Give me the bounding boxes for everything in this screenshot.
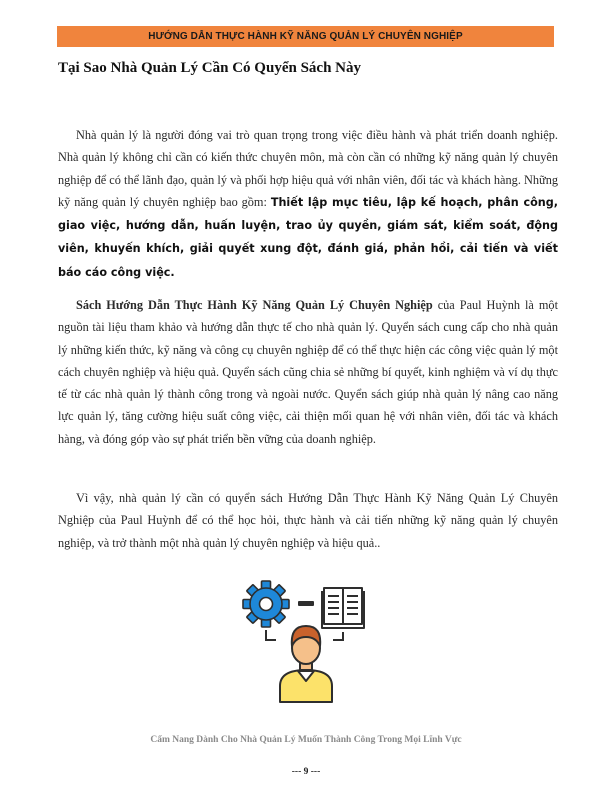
paragraph-intro — [58, 124, 558, 284]
paragraph-conclusion: Vì vậy, nhà quản lý cần có quyển sách Hướng Dẫn Thực Hành Kỹ Năng Quản Lý Chuyên Nghiệp của Paul Huỳnh để có thể học hỏi, thực hành và cải tiến những kỹ năng quản lý chuyên nghiệp, và trở thành một nhà quản lý chuyên nghiệp và hiệu quả.. — [58, 491, 558, 550]
manager-illustration — [240, 574, 372, 704]
book-icon — [322, 588, 364, 628]
page-number: --- 9 --- — [291, 767, 321, 777]
section-title: Tại Sao Nhà Quản Lý Cần Có Quyển Sách Này — [58, 60, 361, 76]
skills-list: Thiết lập mục tiêu, lập kế hoạch, phân công, giao việc, hướng dẫn, huấn luyện, trao ủy quyền, giám sát, kiểm soát, động viên, khuyến khích, giải quyết xung đột, đánh giá, phản hồi, cải tiến và viết báo cáo công việc. — [58, 195, 558, 279]
paragraph-book-text: của Paul Huỳnh là một nguồn tài liệu tham khảo và hướng dẫn thực tế cho nhà quản lý. Quyển sách cung cấp cho nhà quản lý những kiến thức, kỹ năng và công cụ chuyên nghiệp để có thể thực hiện các công việc quản lý một cách chuyên nghiệp và hiệu quả. Quyển sách cũng chia sẻ những bí quyết, kinh nghiệm và ví dụ thực tế từ các nhà quản lý thành công trong và ngoài nước. Quyển sách giúp nhà quản lý nâng cao năng lực quản lý, tăng cường hiệu suất công việc, cải thiện mối quan hệ với nhân viên, đối tác và khách hàng, và đóng góp vào sự phát triển bền vững của doanh nghiệp. — [58, 298, 558, 446]
paragraph-intro-text: Nhà quản lý là người đóng vai trò quan trọng trong việc điều hành và phát triển doanh nghiệp. Nhà quản lý không chỉ cần có kiến thức chuyên môn, mà còn cần có những kỹ năng quản lý chuyên nghiệp để có thể lãnh đạo, quản lý và phối hợp hiệu quả với nhân viên, đối tác và khách hàng. Những kỹ năng quản lý chuyên nghiệp bao gồm: — [58, 128, 558, 209]
header-banner: HƯỚNG DẪN THỰC HÀNH KỸ NĂNG QUẢN LÝ CHUYÊN NGHIỆP — [57, 26, 554, 47]
person-icon — [280, 626, 332, 702]
footer-tagline: Cẩm Nang Dành Cho Nhà Quản Lý Muốn Thành Công Trong Mọi Lĩnh Vực — [150, 735, 462, 745]
gear-icon — [243, 581, 289, 627]
minus-icon — [298, 601, 314, 606]
book-title: Sách Hướng Dẫn Thực Hành Kỹ Năng Quản Lý Chuyên Nghiệp — [76, 298, 433, 312]
paragraph-book — [58, 294, 558, 450]
